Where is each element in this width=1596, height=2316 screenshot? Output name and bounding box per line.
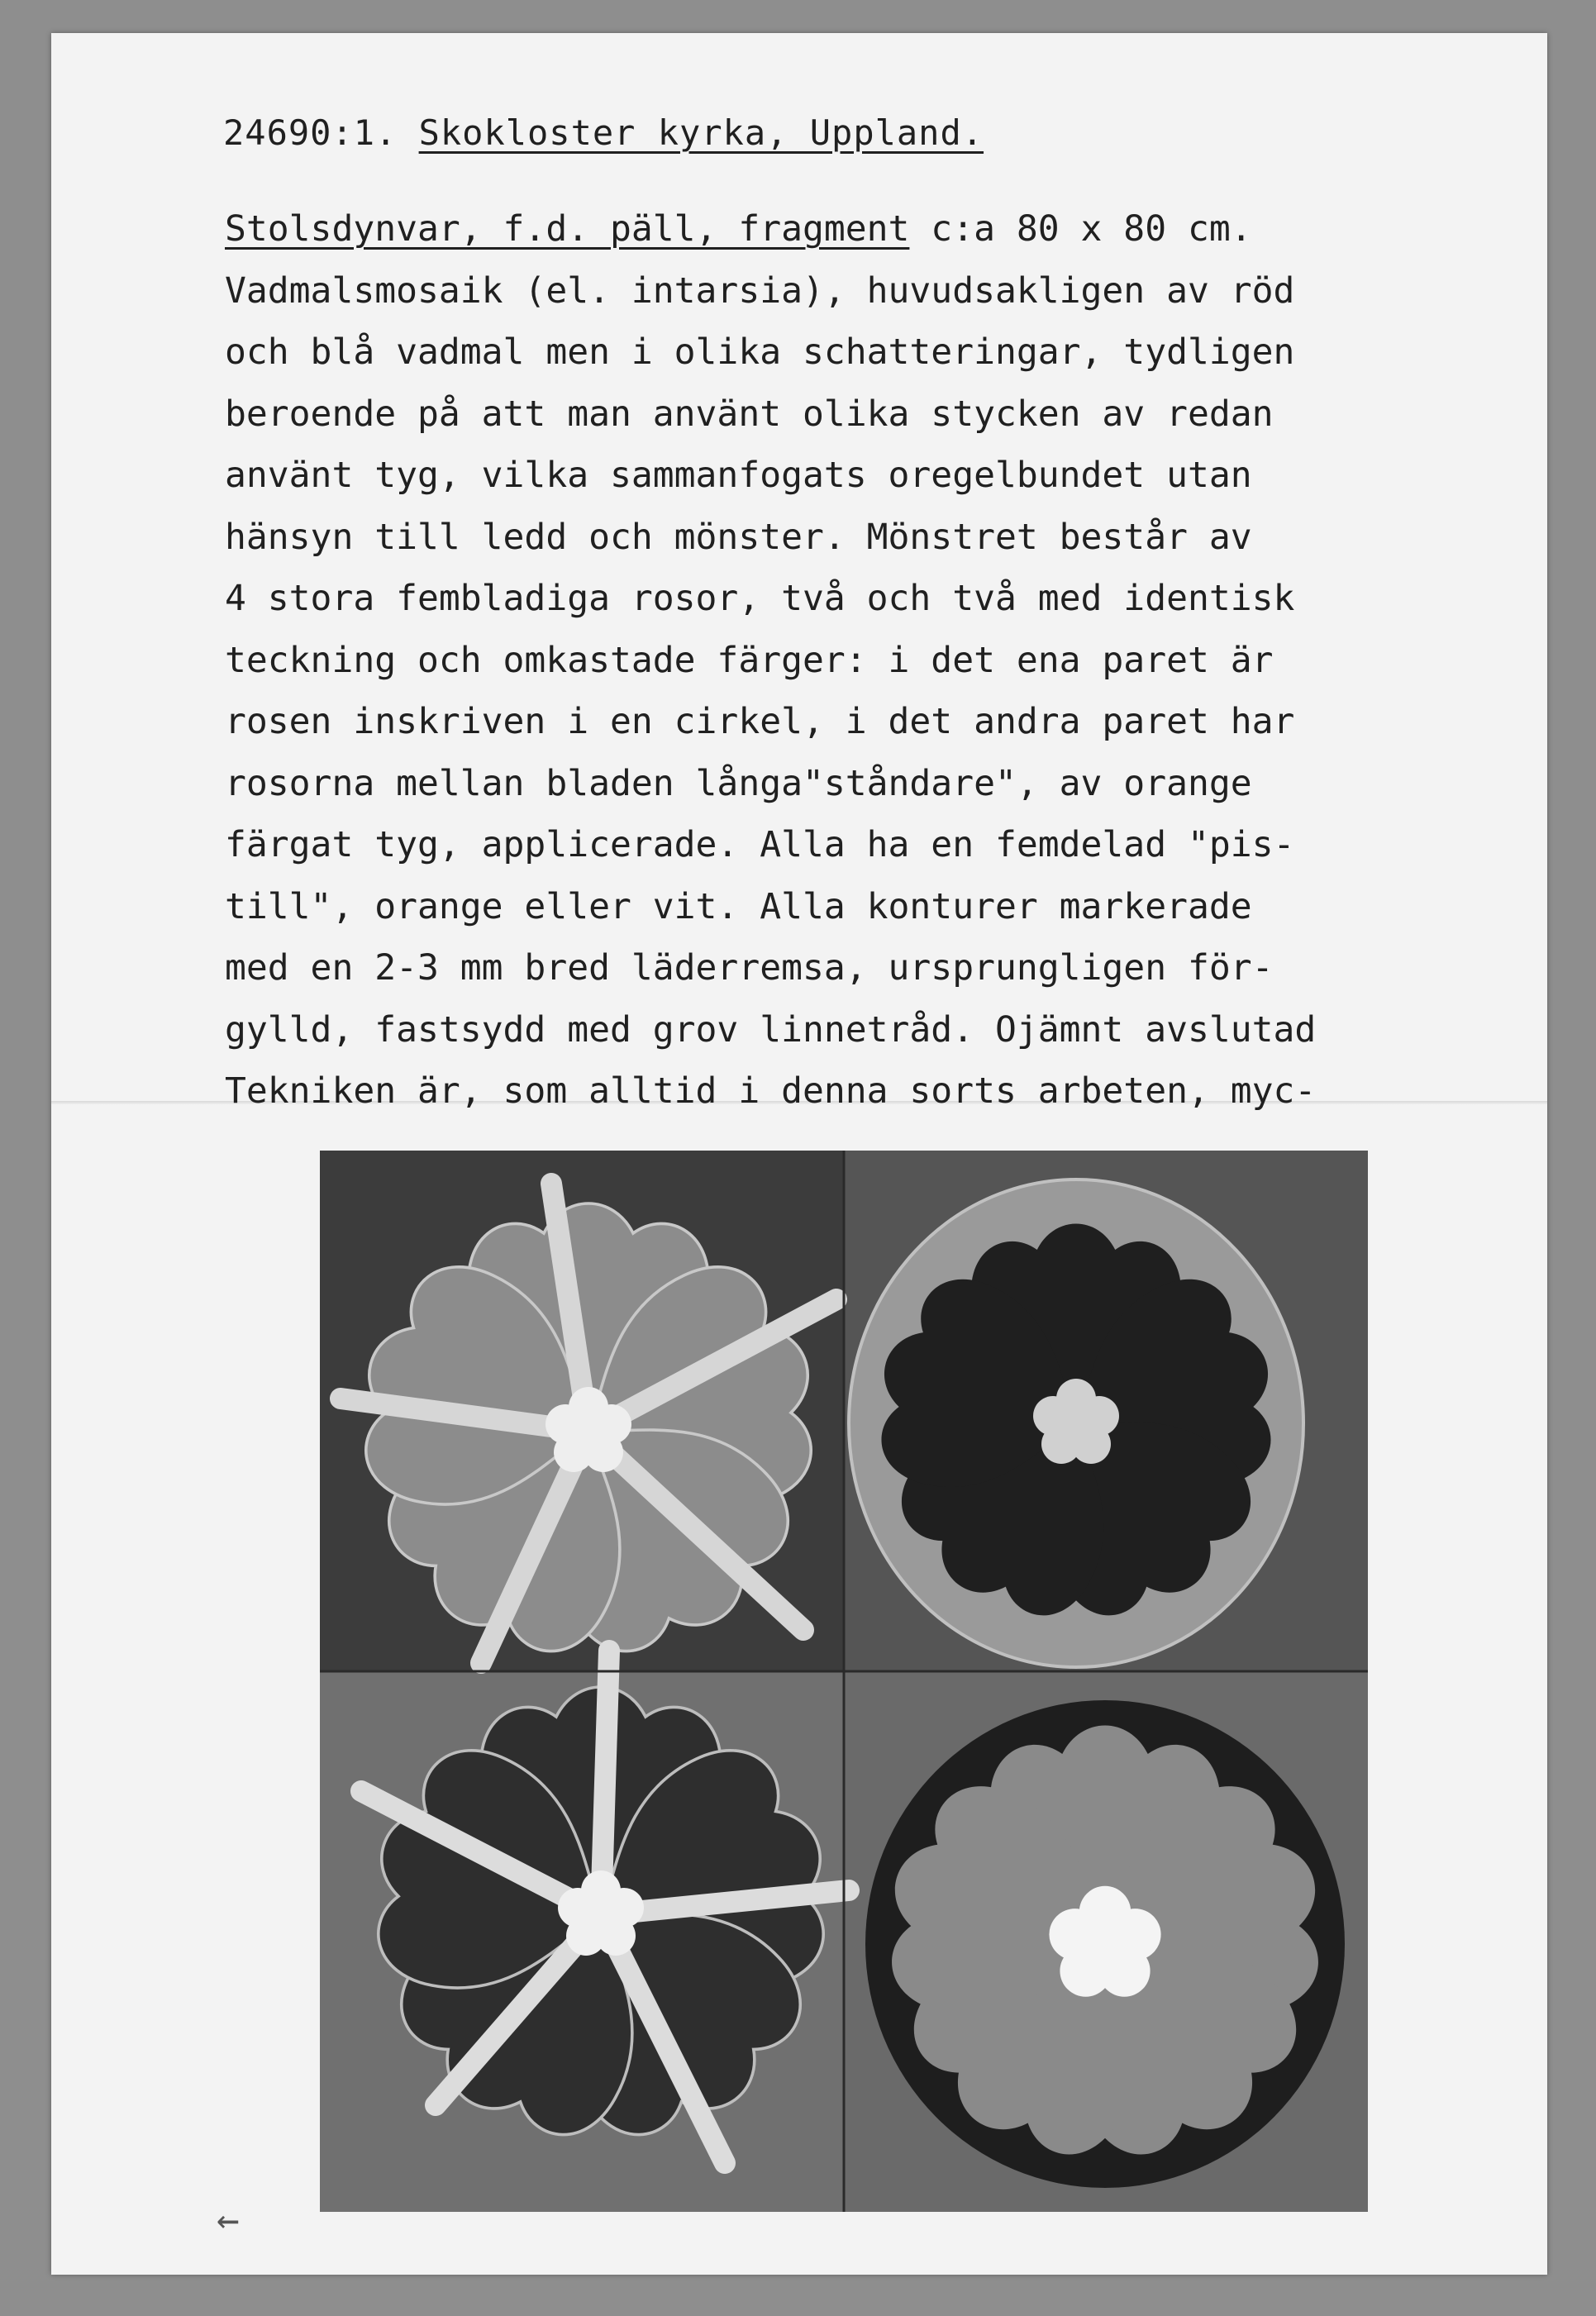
text-line: Vadmalsmosaik (el. intarsia), huvudsakligen av röd xyxy=(225,269,1295,312)
rose-top-right xyxy=(849,1179,1303,1667)
dimensions: c:a 80 x 80 cm. xyxy=(909,208,1252,250)
text-line: rosorna mellan bladen långa"ståndare", av orange xyxy=(225,762,1252,804)
text-line: beroende på att man använt olika stycken av redan xyxy=(225,393,1274,435)
arrow-left-icon: ← xyxy=(217,2197,240,2242)
text-line: gylld, fastsydd med grov linnetråd. Ojämnt avslutad xyxy=(225,1008,1317,1051)
text-line: hänsyn till ledd och mönster. Mönstret består av xyxy=(225,516,1252,558)
text-line: 4 stora fembladiga rosor, två och två med identisk xyxy=(225,578,1295,619)
description-text xyxy=(225,198,1589,1122)
text-line: rosen inskriven i en cirkel, i det andra paret har xyxy=(225,701,1295,742)
object-heading: Stolsdynvar, f.d. päll, fragment xyxy=(225,208,910,250)
rose-bottom-right xyxy=(861,1700,1348,2189)
heading-line xyxy=(225,198,1589,260)
text-line: teckning och omkastade färger: i det ena paret är xyxy=(225,639,1274,681)
card-header xyxy=(223,112,984,153)
text-line: färgat tyg, applicerade. Alla ha en femdelad "pis- xyxy=(225,824,1295,865)
text-line: använt tyg, vilka sammanfogats oregelbundet utan xyxy=(225,455,1252,496)
text-line: Tekniken är, som alltid i denna sorts arbeten, myc- xyxy=(225,1070,1317,1112)
reference-number: 24690:1. xyxy=(223,112,398,153)
textile-photograph xyxy=(320,1151,1368,2212)
text-line: och blå vadmal men i olika schatteringar, tydligen xyxy=(225,331,1295,373)
text-line: med en 2-3 mm bred läderremsa, ursprungligen för- xyxy=(225,947,1274,989)
catalog-card xyxy=(51,33,1547,2275)
text-line: till", orange eller vit. Alla konturer markerade xyxy=(225,885,1252,927)
place-name: Skokloster kyrka, Uppland. xyxy=(418,112,984,153)
